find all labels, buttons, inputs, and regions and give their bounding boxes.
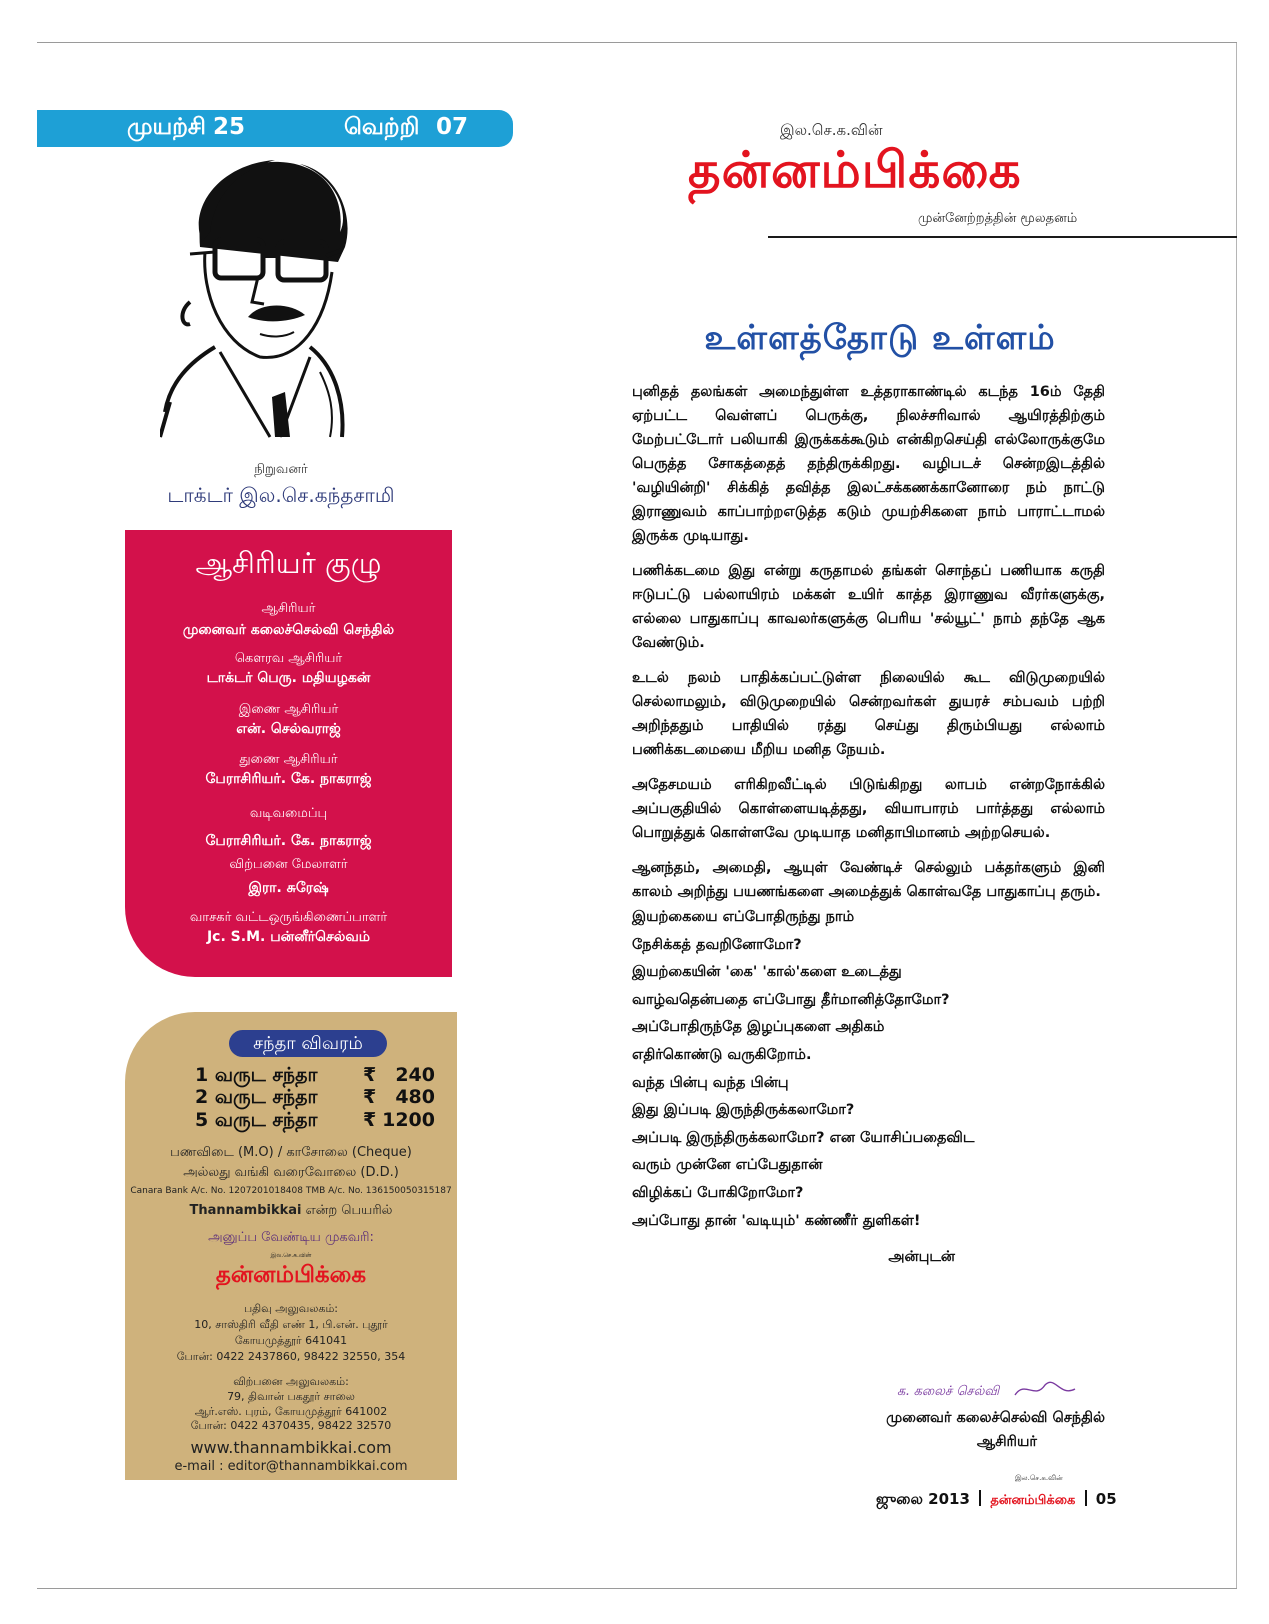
signature-text: க. கலைச் செல்வி: [897, 1384, 1000, 1399]
issue-date: ஜுலை 2013: [876, 1490, 970, 1508]
editorial-paragraph: புனிதத் தலங்கள் அமைந்துள்ள உத்தராகாண்டில் கடந்த 16ம் தேதி ஏற்பட்ட வெள்ளப் பெருக்கு, நிலச்சரிவால் ஆயிரத்திற்கும் மேற்பட்டோர் பலியாகி இருக்கக்கூடும் என்கிறசெய்தி எல்லோருக்குமே பெருத்த சோகத்தைத் தந்திருக்கிறது. வழிபடச் சென்றஇடத்தில் 'வழியின்றி' சிக்கித் தவித்த இலட்சக்கணக்கானோரை நம் நாட்டு இராணுவம் காப்பாற்றஎடுத்த கடும் முயற்சிகளை நாம் பாராட்டாமல் இருக்க முடியாது.: [632, 384, 1105, 544]
board-member-role: கௌரவ ஆசிரியர்: [234, 651, 343, 666]
editorial-paragraph: பணிக்கடமை இது என்று கருதாமல் தங்கள் சொந்தப் பணியாக கருதி ஈடுபட்டு பல்லாயிரம் மக்கள் உயிர் காத்த இராணுவ வீரர்களுக்கு, எல்லை பாதுகாப்பு காவலர்களுக்கு பெரிய 'சல்யூட்' நாம் தந்தே ஆக வேண்டும்.: [632, 563, 1105, 651]
payment-line: பணவிடை (M.O) / காசோலை (Cheque): [170, 1145, 412, 1160]
issue-number: 07: [436, 114, 469, 140]
poem-line: இயற்கையை எப்போதிருந்து நாம்: [632, 909, 855, 925]
masthead-rule: [768, 236, 1237, 238]
issue-banner: [37, 110, 513, 147]
board-member-role: விற்பனை மேலாளர்: [229, 857, 348, 872]
board-member-role: ஆசிரியர்: [261, 601, 316, 616]
rate-label: 5 வருட சந்தா: [195, 1109, 318, 1131]
poem-line: எதிர்கொண்டு வருகிறோம்.: [632, 1046, 812, 1063]
poem-line: வாழ்வதென்பதை எப்போது தீர்மானித்தோமோ?: [632, 991, 950, 1008]
board-member-role: துணை ஆசிரியர்: [239, 752, 338, 767]
board-member-role: வடிவமைப்பு: [249, 806, 328, 821]
founder-role: நிறுவனர்: [254, 462, 308, 477]
poem-line: அப்படி இருந்திருக்கலாமோ? என யோசிப்பதைவிட: [632, 1129, 975, 1146]
board-member-name: டாக்டர் பெரு. மதியழகன்: [206, 670, 371, 686]
poem-line: விழிக்கப் போகிறோமோ?: [632, 1184, 804, 1201]
signer-role: ஆசிரியர்: [976, 1434, 1037, 1450]
masthead-logo: தன்னம்பிக்கை: [688, 141, 1022, 199]
poem-line: அப்போதிருந்தே இழப்புகளை அதிகம்: [632, 1019, 885, 1036]
editorial-body: [632, 380, 1105, 1269]
rate-label: 1 வருட சந்தா: [195, 1064, 318, 1086]
bank-details: Canara Bank A/c. No. 1207201018408 TMB A/c. No. 136150050315187: [130, 1186, 452, 1196]
payment-line: அல்லது வங்கி வரைவோலை (D.D.): [183, 1165, 399, 1180]
founder-name: டாக்டர் இல.செ.கந்தசாமி: [167, 483, 395, 507]
payee-suffix: என்ற பெயரில்: [305, 1203, 393, 1218]
rate-amount: 240: [395, 1064, 435, 1086]
page-footer: [876, 1490, 1117, 1510]
subscription-title: சந்தா விவரம்: [229, 1030, 387, 1057]
phone-line: போன்: 0422 2437860, 98422 32550, 354: [176, 1350, 406, 1363]
address-line: கோயமுத்தூர் 641041: [234, 1334, 348, 1347]
address-line: ஆர்.எஸ். புரம், கோயமுத்தூர் 641002: [194, 1405, 388, 1418]
address-line: 79, திவான் பகதூர் சாலை: [227, 1390, 355, 1403]
sales-office-label: விற்பனை அலுவலகம்:: [233, 1375, 349, 1388]
editorial-board: [125, 530, 452, 977]
thannambikkai-logo: தன்னம்பிக்கை: [215, 1262, 367, 1288]
footer-divider: [1085, 1490, 1087, 1506]
board-member-name: இரா. சுரேஷ்: [248, 880, 329, 896]
poem-line: வரும் முன்னே எப்பேதுதான்: [632, 1157, 823, 1174]
board-member-name: பேராசிரியர். கே. நாகராஜ்: [205, 771, 372, 787]
board-member-role: வாசகர் வட்டஒருங்கிணைப்பாளர்: [189, 910, 388, 925]
volume-label: முயற்சி: [127, 114, 206, 140]
bottom-rule: [37, 1588, 1237, 1589]
board-member-name: பேராசிரியர். கே. நாகராஜ்: [205, 833, 372, 849]
issue-label: வெற்றி: [344, 114, 420, 140]
email-link[interactable]: e-mail : editor@thannambikkai.com: [174, 1459, 408, 1474]
rate-amount: 480: [395, 1086, 435, 1108]
editorial-paragraph: உடல் நலம் பாதிக்கப்பட்டுள்ள நிலையில் கூட விடுமுறையில் செல்லாமலும், விடுமுறையில் சென்றவர்கள் துயரச் சம்பவம் பற்றி அறிந்ததும் பாதியில் ரத்து செய்து திரும்பியது எல்லாம் பணிக்கடமையை மீறிய மனித நேயம்.: [632, 670, 1105, 758]
send-to-label: அனுப்ப வேண்டிய முகவரி:: [208, 1230, 374, 1245]
poem-line: வந்த பின்பு வந்த பின்பு: [632, 1074, 789, 1091]
rupee-icon: ₹: [363, 1086, 377, 1108]
page-number: 05: [1095, 1490, 1117, 1508]
board-member-name: Jc. S.M. பன்னீர்செல்வம்: [206, 929, 371, 945]
logo-pre: இல.செ.க.வின்: [270, 1252, 312, 1259]
rate-label: 2 வருட சந்தா: [195, 1086, 318, 1108]
footer-logo: தன்னம்பிக்கை: [990, 1493, 1076, 1508]
closing-salutation: அன்புடன்: [888, 1249, 955, 1266]
footer-divider: [979, 1490, 981, 1506]
board-member-name: என். செல்வராஜ்: [236, 721, 341, 737]
masthead-tagline: முன்னேற்றத்தின் மூலதனம்: [918, 211, 1078, 226]
signer-name: முனைவர் கலைச்செல்வி செந்தில்: [886, 1410, 1105, 1426]
subscription-box: [125, 1012, 457, 1480]
editorial-paragraph: அதேசமயம் எரிகிறவீட்டில் பிடுங்கிறது லாபம் என்றநோக்கில் அப்பகுதியில் கொள்ளையடித்தது, வியாபாரம் பார்த்தது எல்லாம் பொறுத்துக் கொள்ளவே முடியாத மனிதாபிமானம் அற்றசெயல்.: [632, 777, 1105, 841]
poem-line: நேசிக்கத் தவறினோமோ?: [632, 936, 802, 953]
rupee-icon: ₹: [363, 1064, 377, 1086]
payee-name: Thannambikkai: [189, 1203, 302, 1218]
phone-line: போன்: 0422 4370435, 98422 32570: [190, 1419, 392, 1432]
rupee-icon: ₹: [363, 1109, 377, 1131]
rate-amount: 1200: [382, 1109, 435, 1131]
editorial-paragraph: ஆனந்தம், அமைதி, ஆயுள் வேண்டிச் செல்லும் பக்தர்களும் இனி காலம் அறிந்து பயணங்களை அமைத்துக் கொள்வதே பாதுகாப்பு தரும்.: [632, 860, 1105, 900]
top-rule: [37, 42, 1237, 43]
board-member-role: இணை ஆசிரியர்: [238, 702, 339, 717]
poem-line: இது இப்படி இருந்திருக்கலாமோ?: [632, 1102, 855, 1119]
payee-line: [125, 1203, 457, 1219]
right-rule: [1236, 43, 1237, 1588]
poem-line: அப்போது தான் 'வடியும்' கண்ணீர் துளிகள்!: [632, 1212, 921, 1229]
reg-office-label: பதிவு அலுவலகம்:: [243, 1302, 339, 1315]
editorial-title: உள்ளத்தோடு உள்ளம்: [704, 318, 1056, 358]
volume-number: 25: [213, 114, 246, 140]
editor-signature: [895, 1375, 1085, 1405]
board-member-name: முனைவர் கலைச்செல்வி செந்தில்: [182, 622, 395, 638]
address-line: 10, சாஸ்திரி வீதி எண் 1, பி.என். புதூர்: [194, 1318, 388, 1331]
footer-logo-pre: இல.செ.க.வின்: [1015, 1474, 1063, 1482]
board-title: ஆசிரியர் குழு: [195, 546, 382, 580]
founder-portrait: [160, 152, 370, 442]
website-link[interactable]: www.thannambikkai.com: [190, 1438, 392, 1457]
masthead-pre: இல.செ.க.வின்: [780, 121, 883, 139]
poem-line: இயற்கையின் 'கை' 'கால்'களை உடைத்து: [632, 964, 902, 981]
